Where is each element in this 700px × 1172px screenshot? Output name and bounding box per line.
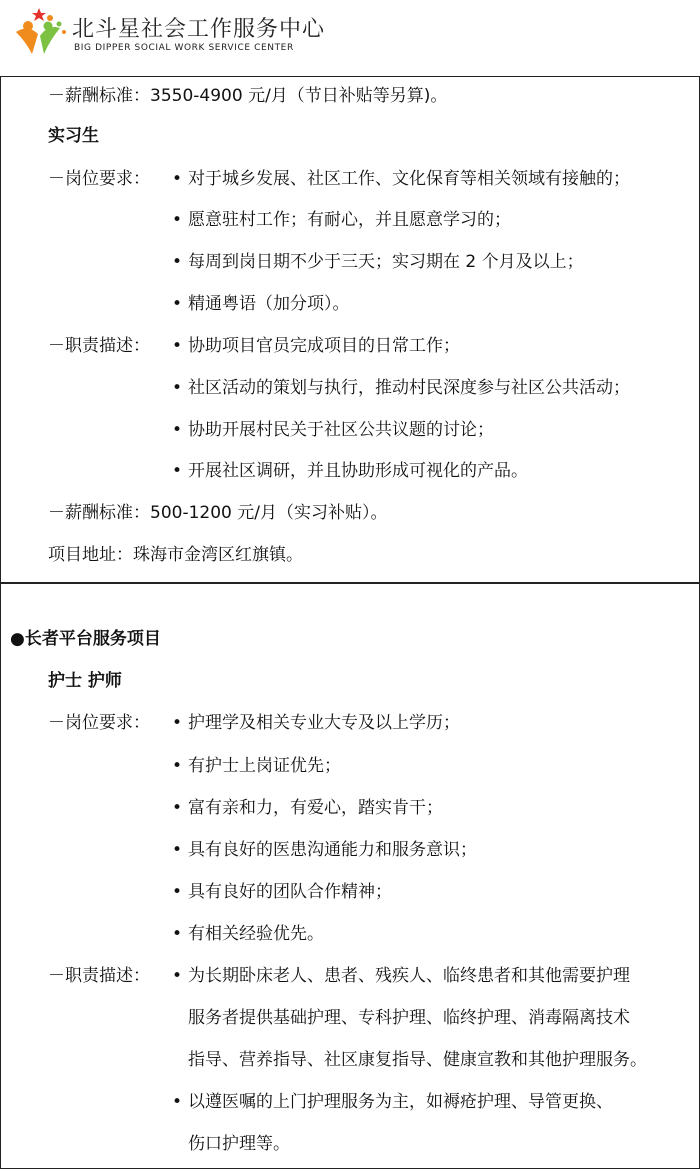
list-item: 协助项目官员完成项目的日常工作； <box>188 336 460 356</box>
bullet-icon: • <box>172 210 183 230</box>
page-header <box>0 0 700 76</box>
org-name-cn: 北斗星社会工作服务中心 <box>72 17 326 42</box>
bullet-icon: • <box>172 840 183 860</box>
list-item: 有相关经验优先。 <box>188 924 324 944</box>
intern-duties-label: －职责描述： <box>48 336 150 356</box>
list-item: 护理学及相关专业大专及以上学历； <box>188 713 460 733</box>
bullet-icon: • <box>172 756 183 776</box>
bullet-icon: • <box>172 966 183 986</box>
bullet-icon: • <box>172 420 183 440</box>
bullet-icon: • <box>172 461 183 481</box>
nurse-job-title: 护士 护师 <box>48 671 122 691</box>
list-item: 具有良好的团队合作精神； <box>188 882 392 902</box>
intern-title: 实习生 <box>48 126 99 146</box>
org-logo-icon <box>12 6 70 58</box>
bullet-icon: • <box>172 713 183 733</box>
bullet-icon: • <box>172 294 183 314</box>
nurse-requirements-label: －岗位要求： <box>48 713 150 733</box>
bullet-icon: • <box>172 378 183 398</box>
bullet-icon: • <box>172 798 183 818</box>
nurse-duties-label: －职责描述： <box>48 966 150 986</box>
bullet-icon: • <box>172 336 183 356</box>
intern-requirements-label: －岗位要求： <box>48 169 150 189</box>
list-item-continuation: 伤口护理等。 <box>188 1134 290 1154</box>
list-item: 愿意驻村工作；有耐心，并且愿意学习的； <box>188 210 511 230</box>
list-item: 有护士上岗证优先； <box>188 756 341 776</box>
list-item: 为长期卧床老人、患者、残疾人、临终患者和其他需要护理 <box>188 966 630 986</box>
list-item: 开展社区调研，并且协助形成可视化的产品。 <box>188 461 528 481</box>
list-item: 每周到岗日期不少于三天；实习期在 2 个月及以上； <box>188 252 584 272</box>
intern-salary: －薪酬标准：500-1200 元/月（实习补贴）。 <box>48 503 388 523</box>
list-item-continuation: 服务者提供基础护理、专科护理、临终护理、消毒隔离技术 <box>188 1008 630 1028</box>
bullet-icon: • <box>172 1092 183 1112</box>
bullet-icon: • <box>172 252 183 272</box>
list-item: 精通粤语（加分项）。 <box>188 294 350 314</box>
list-item: 以遵医嘱的上门护理服务为主，如褥疮护理、导管更换、 <box>188 1092 613 1112</box>
list-item: 社区活动的策划与执行，推动村民深度参与社区公共活动； <box>188 378 630 398</box>
bullet-icon: • <box>172 924 183 944</box>
previous-salary-line: －薪酬标准：3550-4900 元/月（节日补贴等另算)。 <box>48 86 448 106</box>
bullet-icon: • <box>172 882 183 902</box>
bullet-icon: • <box>172 169 183 189</box>
list-item: 对于城乡发展、社区工作、文化保育等相关领域有接触的； <box>188 169 630 189</box>
list-item: 具有良好的医患沟通能力和服务意识； <box>188 840 477 860</box>
org-name-en: BIG DIPPER SOCIAL WORK SERVICE CENTER <box>74 43 294 53</box>
list-item: 富有亲和力，有爱心，踏实肯干； <box>188 798 443 818</box>
list-item-continuation: 指导、营养指导、社区康复指导、健康宣教和其他护理服务。 <box>188 1050 647 1070</box>
project-address: 项目地址：珠海市金湾区红旗镇。 <box>48 545 303 565</box>
elder-project-title: ●长者平台服务项目 <box>10 629 161 649</box>
list-item: 协助开展村民关于社区公共议题的讨论； <box>188 420 494 440</box>
